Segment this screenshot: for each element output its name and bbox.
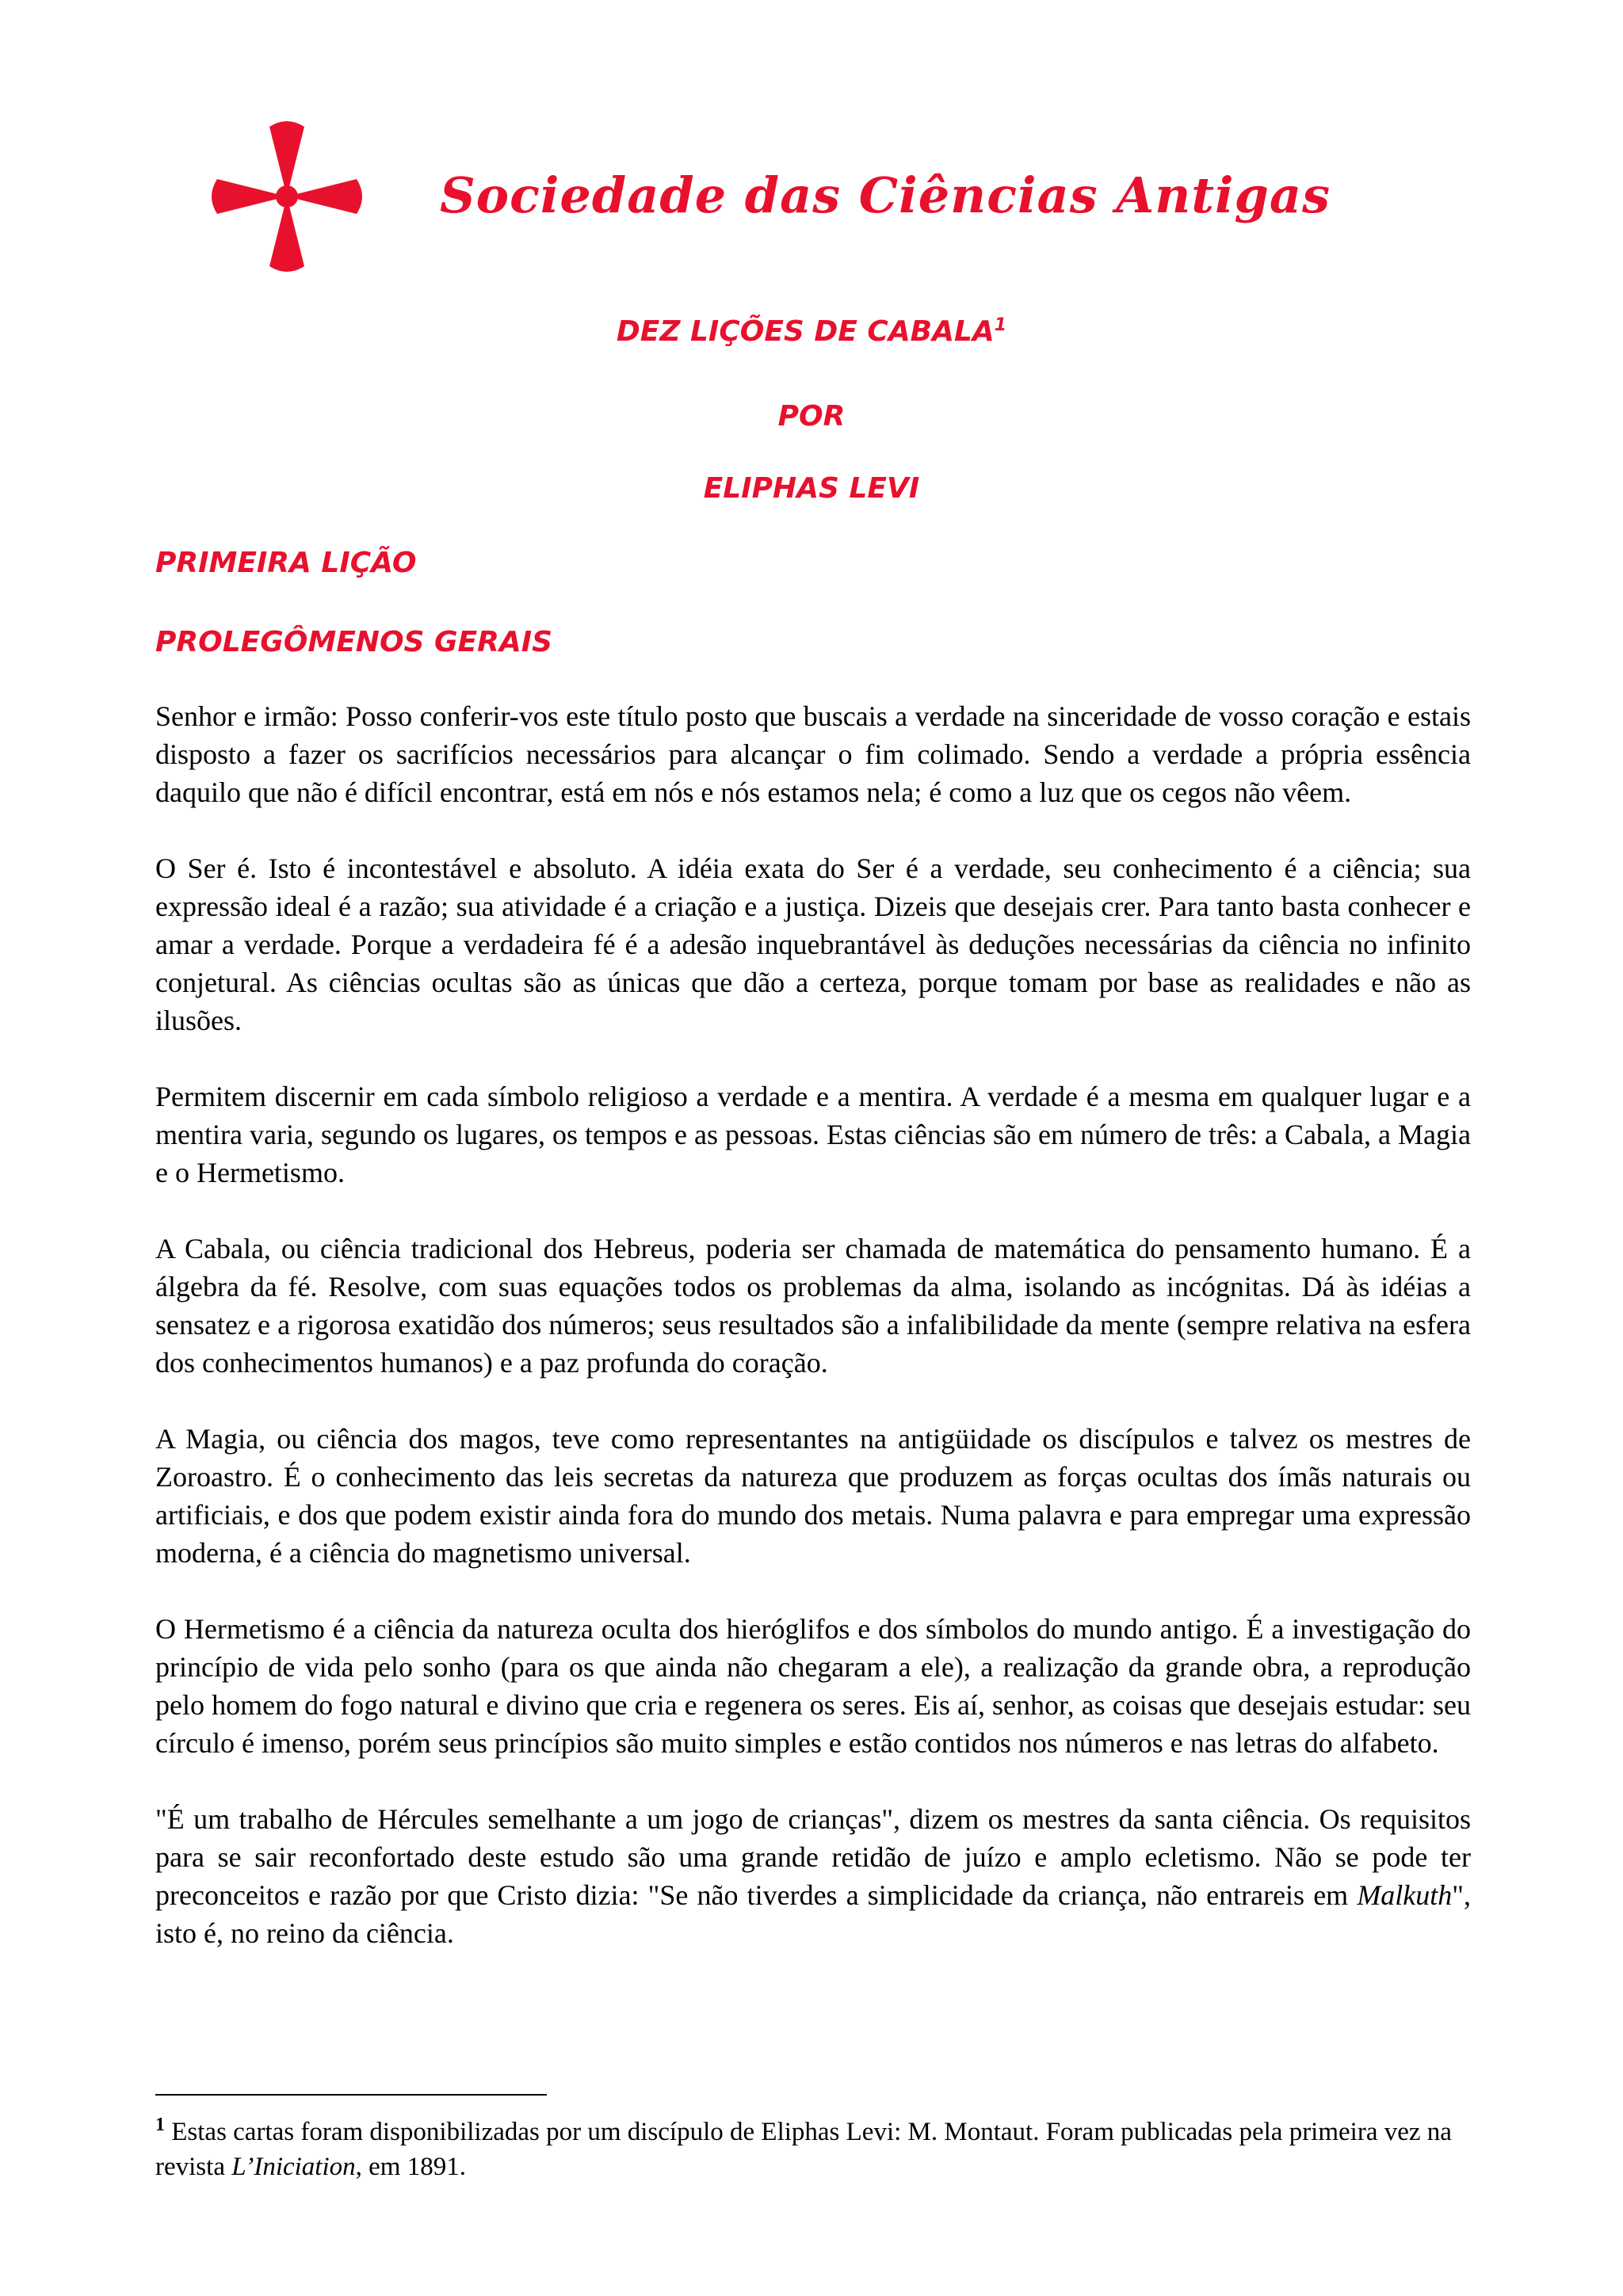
paragraph-2: O Ser é. Isto é incontestável e absoluto. A idéia exata do Ser é a verdade, seu conhecimento é a ciência; sua expressão ideal é a razão; sua atividade é a criação e a justiça. Dizeis que desejais crer. Para tanto basta conhecer e amar a verdade. Porque a verdadeira fé é a adesão inquebrantável às deduções necessárias da ciência no infinito conjetural. As ciências ocultas são as únicas que dão a certeza, porque tomam por base as realidades e não as ilusões. xyxy=(155,852,1471,1036)
paragraph-7-start: "É um trabalho de Hércules semelhante a um jogo de crianças", dizem os mestres da santa ciência. Os requisitos para se sair reconfortado deste estudo são uma grande retidão de juízo e amplo ecletismo. Não se pode ter preconceitos e razão por que Cristo dizia: "Se não tiverdes a simplicidade da criança, não entrareis em xyxy=(155,1803,1471,1911)
footnote-separator xyxy=(155,2094,547,2096)
lesson-number: PRIMEIRA LIÇÃO xyxy=(155,547,417,579)
footnote-number: 1 xyxy=(155,2115,165,2135)
red-templar-cross-icon xyxy=(208,117,366,276)
footnote xyxy=(155,2107,1471,2184)
footnote-text-start: Estas cartas foram disponibilizadas por um discípulo de Eliphas Levi: M. Montaut. Foram publicadas pela primeira vez na revista xyxy=(155,2118,1452,2181)
footnote-text-end: , em 1891. xyxy=(355,2153,466,2181)
lesson-subtitle: PROLEGÔMENOS GERAIS xyxy=(155,626,553,658)
paragraph-7-end: ", isto é, no reino da ciência. xyxy=(155,1879,1471,1949)
title-author: ELIPHAS LEVI xyxy=(703,472,920,505)
paragraph-3: Permitem discernir em cada símbolo religioso a verdade e a mentira. A verdade é a mesma em qualquer lugar e a mentira varia, segundo os lugares, os tempos e as pessoas. Estas ciências são em número de três: a Cabala, a Magia e o Hermetismo. xyxy=(155,1081,1471,1188)
paragraph-5: A Magia, ou ciência dos magos, teve como representantes na antigüidade os discípulos e talvez os mestres de Zoroastro. É o conhecimento das leis secretas da natureza que produzem as forças ocultas dos ímãs naturais ou artificiais, e dos que podem existir ainda fora do mundo dos metais. Numa palavra e para empregar uma expressão moderna, é a ciência do magnetismo universal. xyxy=(155,1423,1471,1569)
footnote-italic: L’Iniciation xyxy=(231,2153,356,2181)
title-footnote-ref: 1 xyxy=(994,315,1007,335)
title-text: DEZ LIÇÕES DE CABALA xyxy=(616,315,995,348)
title-by: POR xyxy=(777,400,846,433)
paragraph-6: O Hermetismo é a ciência da natureza oculta dos hieróglifos e dos símbolos do mundo antigo. É a investigação do princípio de vida pelo sonho (para os que ainda não chegaram a ele), a realização da grande obra, a reprodução pelo homem do fogo natural e divino que cria e regenera os seres. Eis aí, senhor, as coisas que desejais estudar: seu círculo é imenso, porém seus princípios são muito simples e estão contidos nos números e nas letras do alfabeto. xyxy=(155,1613,1471,1759)
paragraph-1: Senhor e irmão: Posso conferir-vos este título posto que buscais a verdade na sinceridade de vosso coração e estais disposto a fazer os sacrifícios necessários para alcançar o fim colimado. Sendo a verdade a própria essência daquilo que não é difícil encontrar, está em nós e nós estamos nela; é como a luz que os cegos não vêem. xyxy=(155,700,1471,808)
body-text xyxy=(155,697,1471,1952)
document-title xyxy=(0,315,1623,348)
paragraph-7 xyxy=(155,1800,1471,1952)
header xyxy=(0,0,1623,301)
paragraph-7-italic: Malkuth xyxy=(1357,1879,1453,1911)
society-name: Sociedade das Ciências Antigas xyxy=(440,166,1331,224)
paragraph-4: A Cabala, ou ciência tradicional dos Hebreus, poderia ser chamada de matemática do pensamento humano. É a álgebra da fé. Resolve, com suas equações todos os problemas da alma, isolando as incógnitas. Dá às idéias a sensatez e a rigorosa exatidão dos números; seus resultados são a infalibilidade da mente (sempre relativa na esfera dos conhecimentos humanos) e a paz profunda do coração. xyxy=(155,1233,1471,1379)
